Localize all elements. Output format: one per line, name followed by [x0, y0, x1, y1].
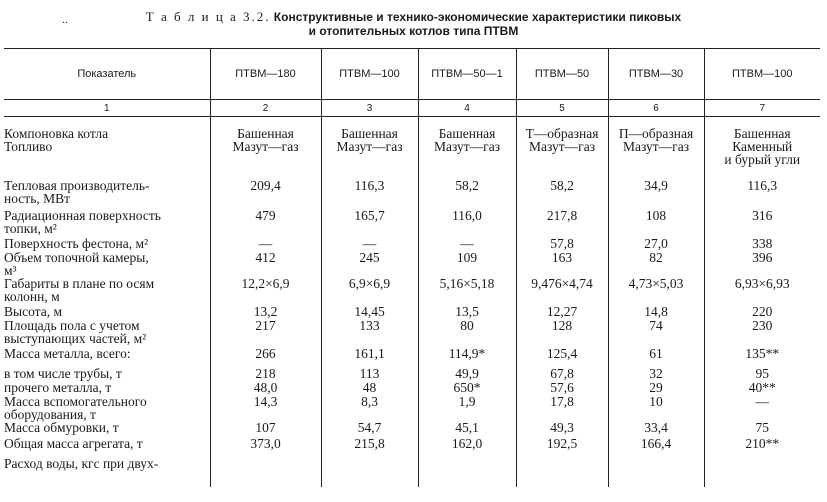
- cell-value: 61: [649, 346, 663, 361]
- cell-value: 4,73×5,03: [628, 276, 684, 291]
- header-model-6: ПТВМ—100: [704, 49, 820, 100]
- value-cell: [704, 277, 820, 305]
- caption-prefix: Т а б л и ц а 3.2.: [145, 9, 271, 24]
- value-cell: [418, 277, 516, 305]
- row-parameter: [4, 127, 210, 179]
- row-parameter: [4, 457, 210, 487]
- cell-value: 217: [255, 318, 276, 333]
- cell-value: 162,0: [451, 436, 483, 451]
- value-cell: [210, 457, 321, 487]
- value-cell: [418, 395, 516, 421]
- cell-value: 116,3: [747, 178, 778, 193]
- parameter-text: прочего металла, т: [4, 380, 112, 395]
- table-caption: [0, 10, 827, 38]
- value-cell: [516, 251, 608, 277]
- value-cell: [418, 381, 516, 395]
- value-cell: [608, 347, 704, 367]
- value-cell: [704, 179, 820, 209]
- cell-value: 13,2: [253, 304, 278, 319]
- value-cell: [516, 437, 608, 457]
- cell-value: 48,0: [253, 380, 278, 395]
- parameter-text: м³: [4, 263, 17, 278]
- cell-value: 54,7: [357, 420, 382, 435]
- row-parameter: [4, 437, 210, 457]
- value-cell: [608, 277, 704, 305]
- value-cell: [210, 367, 321, 381]
- cell-value: 218: [255, 366, 276, 381]
- parameter-text: топки, м²: [4, 221, 57, 236]
- value-cell: [418, 367, 516, 381]
- header-model-5: ПТВМ—30: [608, 49, 704, 100]
- value-cell: [418, 179, 516, 209]
- value-cell: [210, 251, 321, 277]
- cell-value: 650*: [453, 380, 481, 395]
- parameter-text: оборудования, т: [4, 407, 96, 422]
- cell-value: П—образная: [618, 126, 694, 141]
- value-cell: [608, 421, 704, 437]
- cell-value: 9,476×4,74: [531, 276, 593, 291]
- cell-value: 109: [456, 250, 478, 265]
- cell-value: 163: [551, 250, 573, 265]
- caption-line2: и отопительных котлов типа ПТВМ: [308, 24, 519, 38]
- value-cell: [418, 437, 516, 457]
- value-cell: [704, 209, 820, 237]
- row-parameter: [4, 251, 210, 277]
- cell-value: Мазут—газ: [232, 139, 299, 154]
- cell-value: и бурый угли: [724, 152, 801, 167]
- cell-value: Т—образная: [525, 126, 599, 141]
- value-cell: [418, 347, 516, 367]
- value-cell: [608, 381, 704, 395]
- parameter-text: Площадь пола с учетом: [4, 318, 140, 333]
- parameter-text: колонн, м: [4, 289, 60, 304]
- value-cell: [210, 237, 321, 251]
- value-cell: [704, 305, 820, 319]
- row-parameter: [4, 421, 210, 437]
- cell-value: —: [755, 394, 769, 409]
- cell-value: 108: [645, 208, 667, 223]
- cell-value: Каменный: [732, 139, 793, 154]
- value-cell: [321, 457, 418, 487]
- table-row: [4, 209, 820, 237]
- cell-value: 113: [359, 366, 380, 381]
- parameter-text: в том числе трубы, т: [4, 366, 122, 381]
- value-cell: [418, 209, 516, 237]
- value-cell: [704, 421, 820, 437]
- column-number: 1: [4, 100, 210, 117]
- table-row: [4, 251, 820, 277]
- cell-value: 412: [255, 250, 276, 265]
- cell-value: 80: [460, 318, 474, 333]
- parameter-text: Радиационная поверхность: [4, 208, 161, 223]
- parameter-text: Габариты в плане по осям: [4, 276, 155, 291]
- table-row: [4, 347, 820, 367]
- cell-value: 166,4: [640, 436, 672, 451]
- cell-value: 210**: [745, 436, 780, 451]
- value-cell: [608, 395, 704, 421]
- table-body: [4, 117, 820, 488]
- value-cell: [210, 209, 321, 237]
- value-cell: [608, 237, 704, 251]
- cell-value: 67,8: [550, 366, 574, 381]
- value-cell: [321, 437, 418, 457]
- value-cell: [608, 319, 704, 347]
- parameter-text: Высота, м: [4, 304, 62, 319]
- cell-value: 220: [752, 304, 773, 319]
- value-cell: [321, 305, 418, 319]
- value-cell: [321, 319, 418, 347]
- cell-value: 479: [255, 208, 276, 223]
- value-cell: [608, 127, 704, 179]
- cell-value: 49,9: [455, 366, 479, 381]
- cell-value: 161,1: [354, 346, 385, 361]
- value-cell: [418, 319, 516, 347]
- parameter-text: Топливо: [4, 139, 53, 154]
- header-model-3: ПТВМ—50—1: [418, 49, 516, 100]
- cell-value: 192,5: [546, 436, 578, 451]
- cell-value: 316: [752, 208, 773, 223]
- row-parameter: [4, 237, 210, 251]
- value-cell: [516, 179, 608, 209]
- parameter-text: Тепловая производитель-: [4, 178, 150, 193]
- cell-value: 1,9: [458, 394, 476, 409]
- cell-value: Мазут—газ: [336, 139, 403, 154]
- cell-value: —: [258, 236, 273, 251]
- cell-value: 40**: [748, 380, 776, 395]
- parameter-text: Масса металла, всего:: [4, 346, 131, 361]
- cell-value: 45,1: [455, 420, 479, 435]
- column-number: 4: [418, 100, 516, 117]
- cell-value: 12,2×6,9: [241, 276, 290, 291]
- cell-value: 14,3: [253, 394, 278, 409]
- table-row: [4, 277, 820, 305]
- value-cell: [210, 395, 321, 421]
- header-row: [4, 49, 820, 100]
- cell-value: 95: [755, 366, 769, 381]
- column-number: 6: [608, 100, 704, 117]
- value-cell: [516, 367, 608, 381]
- parameter-text: Объем топочной камеры,: [4, 250, 149, 265]
- cell-value: 14,8: [644, 304, 668, 319]
- value-cell: [210, 277, 321, 305]
- cell-value: 32: [649, 366, 663, 381]
- header-model-4: ПТВМ—50: [516, 49, 608, 100]
- value-cell: [704, 319, 820, 347]
- value-cell: [418, 305, 516, 319]
- row-parameter: [4, 319, 210, 347]
- value-cell: [608, 437, 704, 457]
- value-cell: [321, 347, 418, 367]
- cell-value: 48: [362, 380, 377, 395]
- cell-value: —: [460, 236, 474, 251]
- cell-value: 12,27: [546, 304, 578, 319]
- value-cell: [704, 457, 820, 487]
- value-cell: [321, 367, 418, 381]
- header-model-2: ПТВМ—100: [321, 49, 418, 100]
- table-row: [4, 367, 820, 381]
- cell-value: 34,9: [644, 178, 668, 193]
- cell-value: 74: [649, 318, 663, 333]
- cell-value: 230: [752, 318, 773, 333]
- caption-dots: ..: [62, 12, 68, 26]
- cell-value: —: [362, 236, 377, 251]
- value-cell: [608, 209, 704, 237]
- row-parameter: [4, 179, 210, 209]
- cell-value: Башенная: [438, 126, 496, 141]
- column-number: 7: [704, 100, 820, 117]
- value-cell: [608, 367, 704, 381]
- parameter-text: Компоновка котла: [4, 126, 109, 141]
- value-cell: [516, 237, 608, 251]
- cell-value: 116,0: [452, 208, 482, 223]
- row-parameter: [4, 209, 210, 237]
- cell-value: 6,93×6,93: [734, 276, 790, 291]
- value-cell: [321, 277, 418, 305]
- table-row: [4, 395, 820, 421]
- value-cell: [321, 237, 418, 251]
- value-cell: [704, 367, 820, 381]
- value-cell: [321, 209, 418, 237]
- value-cell: [516, 421, 608, 437]
- cell-value: 128: [551, 318, 573, 333]
- cell-value: 27,0: [644, 236, 668, 251]
- value-cell: [321, 179, 418, 209]
- value-cell: [516, 347, 608, 367]
- cell-value: 209,4: [250, 178, 281, 193]
- value-cell: [704, 127, 820, 179]
- cell-value: 245: [359, 250, 380, 265]
- table-row: [4, 421, 820, 437]
- cell-value: 57,6: [550, 380, 574, 395]
- cell-value: 135**: [745, 346, 780, 361]
- cell-value: 165,7: [354, 208, 385, 223]
- caption-line1: Конструктивные и технико-экономические характеристики пиковых: [273, 10, 682, 24]
- characteristics-table: [4, 48, 820, 487]
- value-cell: [704, 437, 820, 457]
- value-cell: [418, 421, 516, 437]
- cell-value: 29: [649, 380, 663, 395]
- table-row: [4, 319, 820, 347]
- value-cell: [704, 251, 820, 277]
- cell-value: 17,8: [550, 394, 574, 409]
- value-cell: [516, 305, 608, 319]
- value-cell: [608, 251, 704, 277]
- value-cell: [516, 127, 608, 179]
- cell-value: Башенная: [237, 126, 294, 141]
- cell-value: 57,8: [550, 236, 574, 251]
- cell-value: 58,2: [455, 178, 479, 193]
- table-row: [4, 179, 820, 209]
- row-parameter: [4, 395, 210, 421]
- table-row: [4, 437, 820, 457]
- cell-value: 58,2: [550, 178, 574, 193]
- column-number-row: [4, 100, 820, 117]
- table-row: [4, 381, 820, 395]
- column-number: 2: [210, 100, 321, 117]
- cell-value: 8,3: [361, 394, 378, 409]
- row-parameter: [4, 347, 210, 367]
- cell-value: 107: [255, 420, 276, 435]
- table-row: [4, 237, 820, 251]
- value-cell: [516, 209, 608, 237]
- cell-value: 82: [649, 250, 663, 265]
- cell-value: 13,5: [455, 304, 479, 319]
- value-cell: [321, 421, 418, 437]
- cell-value: 10: [649, 394, 663, 409]
- value-cell: [516, 381, 608, 395]
- header-model-1: ПТВМ—180: [210, 49, 321, 100]
- cell-value: 217,8: [546, 208, 578, 223]
- cell-value: 266: [255, 346, 276, 361]
- value-cell: [418, 251, 516, 277]
- parameter-text: ность, МВт: [4, 191, 71, 206]
- value-cell: [210, 127, 321, 179]
- parameter-text: Масса вспомогательного: [4, 394, 147, 409]
- row-parameter: [4, 381, 210, 395]
- parameter-text: Общая масса агрегата, т: [4, 436, 143, 451]
- value-cell: [608, 305, 704, 319]
- cell-value: 114,9*: [448, 346, 486, 361]
- value-cell: [210, 347, 321, 367]
- value-cell: [210, 421, 321, 437]
- cell-value: 75: [755, 420, 769, 435]
- cell-value: 133: [359, 318, 380, 333]
- table-row: [4, 305, 820, 319]
- cell-value: 338: [752, 236, 773, 251]
- cell-value: Башенная: [733, 126, 791, 141]
- cell-value: 49,3: [550, 420, 574, 435]
- value-cell: [516, 395, 608, 421]
- value-cell: [321, 381, 418, 395]
- value-cell: [210, 381, 321, 395]
- value-cell: [704, 237, 820, 251]
- cell-value: Мазут—газ: [528, 139, 596, 154]
- value-cell: [321, 395, 418, 421]
- parameter-text: выступающих частей, м²: [4, 331, 147, 346]
- value-cell: [321, 251, 418, 277]
- value-cell: [210, 319, 321, 347]
- value-cell: [516, 319, 608, 347]
- value-cell: [210, 437, 321, 457]
- row-parameter: [4, 367, 210, 381]
- value-cell: [210, 179, 321, 209]
- value-cell: [210, 305, 321, 319]
- value-cell: [516, 277, 608, 305]
- value-cell: [608, 179, 704, 209]
- cell-value: Мазут—газ: [622, 139, 690, 154]
- value-cell: [418, 237, 516, 251]
- cell-value: 396: [752, 250, 773, 265]
- parameter-text: Масса обмуровки, т: [4, 420, 119, 435]
- table-row: [4, 127, 820, 179]
- cell-value: 14,45: [354, 304, 385, 319]
- cell-value: 33,4: [644, 420, 668, 435]
- row-parameter: [4, 305, 210, 319]
- value-cell: [608, 457, 704, 487]
- cell-value: 116,3: [354, 178, 385, 193]
- table-row: [4, 457, 820, 487]
- value-cell: [704, 347, 820, 367]
- cell-value: 6,9×6,9: [348, 276, 391, 291]
- row-parameter: [4, 277, 210, 305]
- value-cell: [321, 127, 418, 179]
- value-cell: [516, 457, 608, 487]
- column-number: 5: [516, 100, 608, 117]
- cell-value: Мазут—газ: [433, 139, 501, 154]
- cell-value: 373,0: [250, 436, 281, 451]
- value-cell: [418, 127, 516, 179]
- parameter-text: Расход воды, кгс при двух-: [4, 456, 159, 471]
- cell-value: Башенная: [341, 126, 398, 141]
- parameter-text: Поверхность фестона, м²: [4, 236, 149, 251]
- column-number: 3: [321, 100, 418, 117]
- cell-value: 125,4: [546, 346, 578, 361]
- value-cell: [704, 381, 820, 395]
- header-parameter: Показатель: [4, 49, 210, 100]
- value-cell: [418, 457, 516, 487]
- cell-value: 5,16×5,18: [439, 276, 495, 291]
- value-cell: [704, 395, 820, 421]
- cell-value: 215,8: [354, 436, 385, 451]
